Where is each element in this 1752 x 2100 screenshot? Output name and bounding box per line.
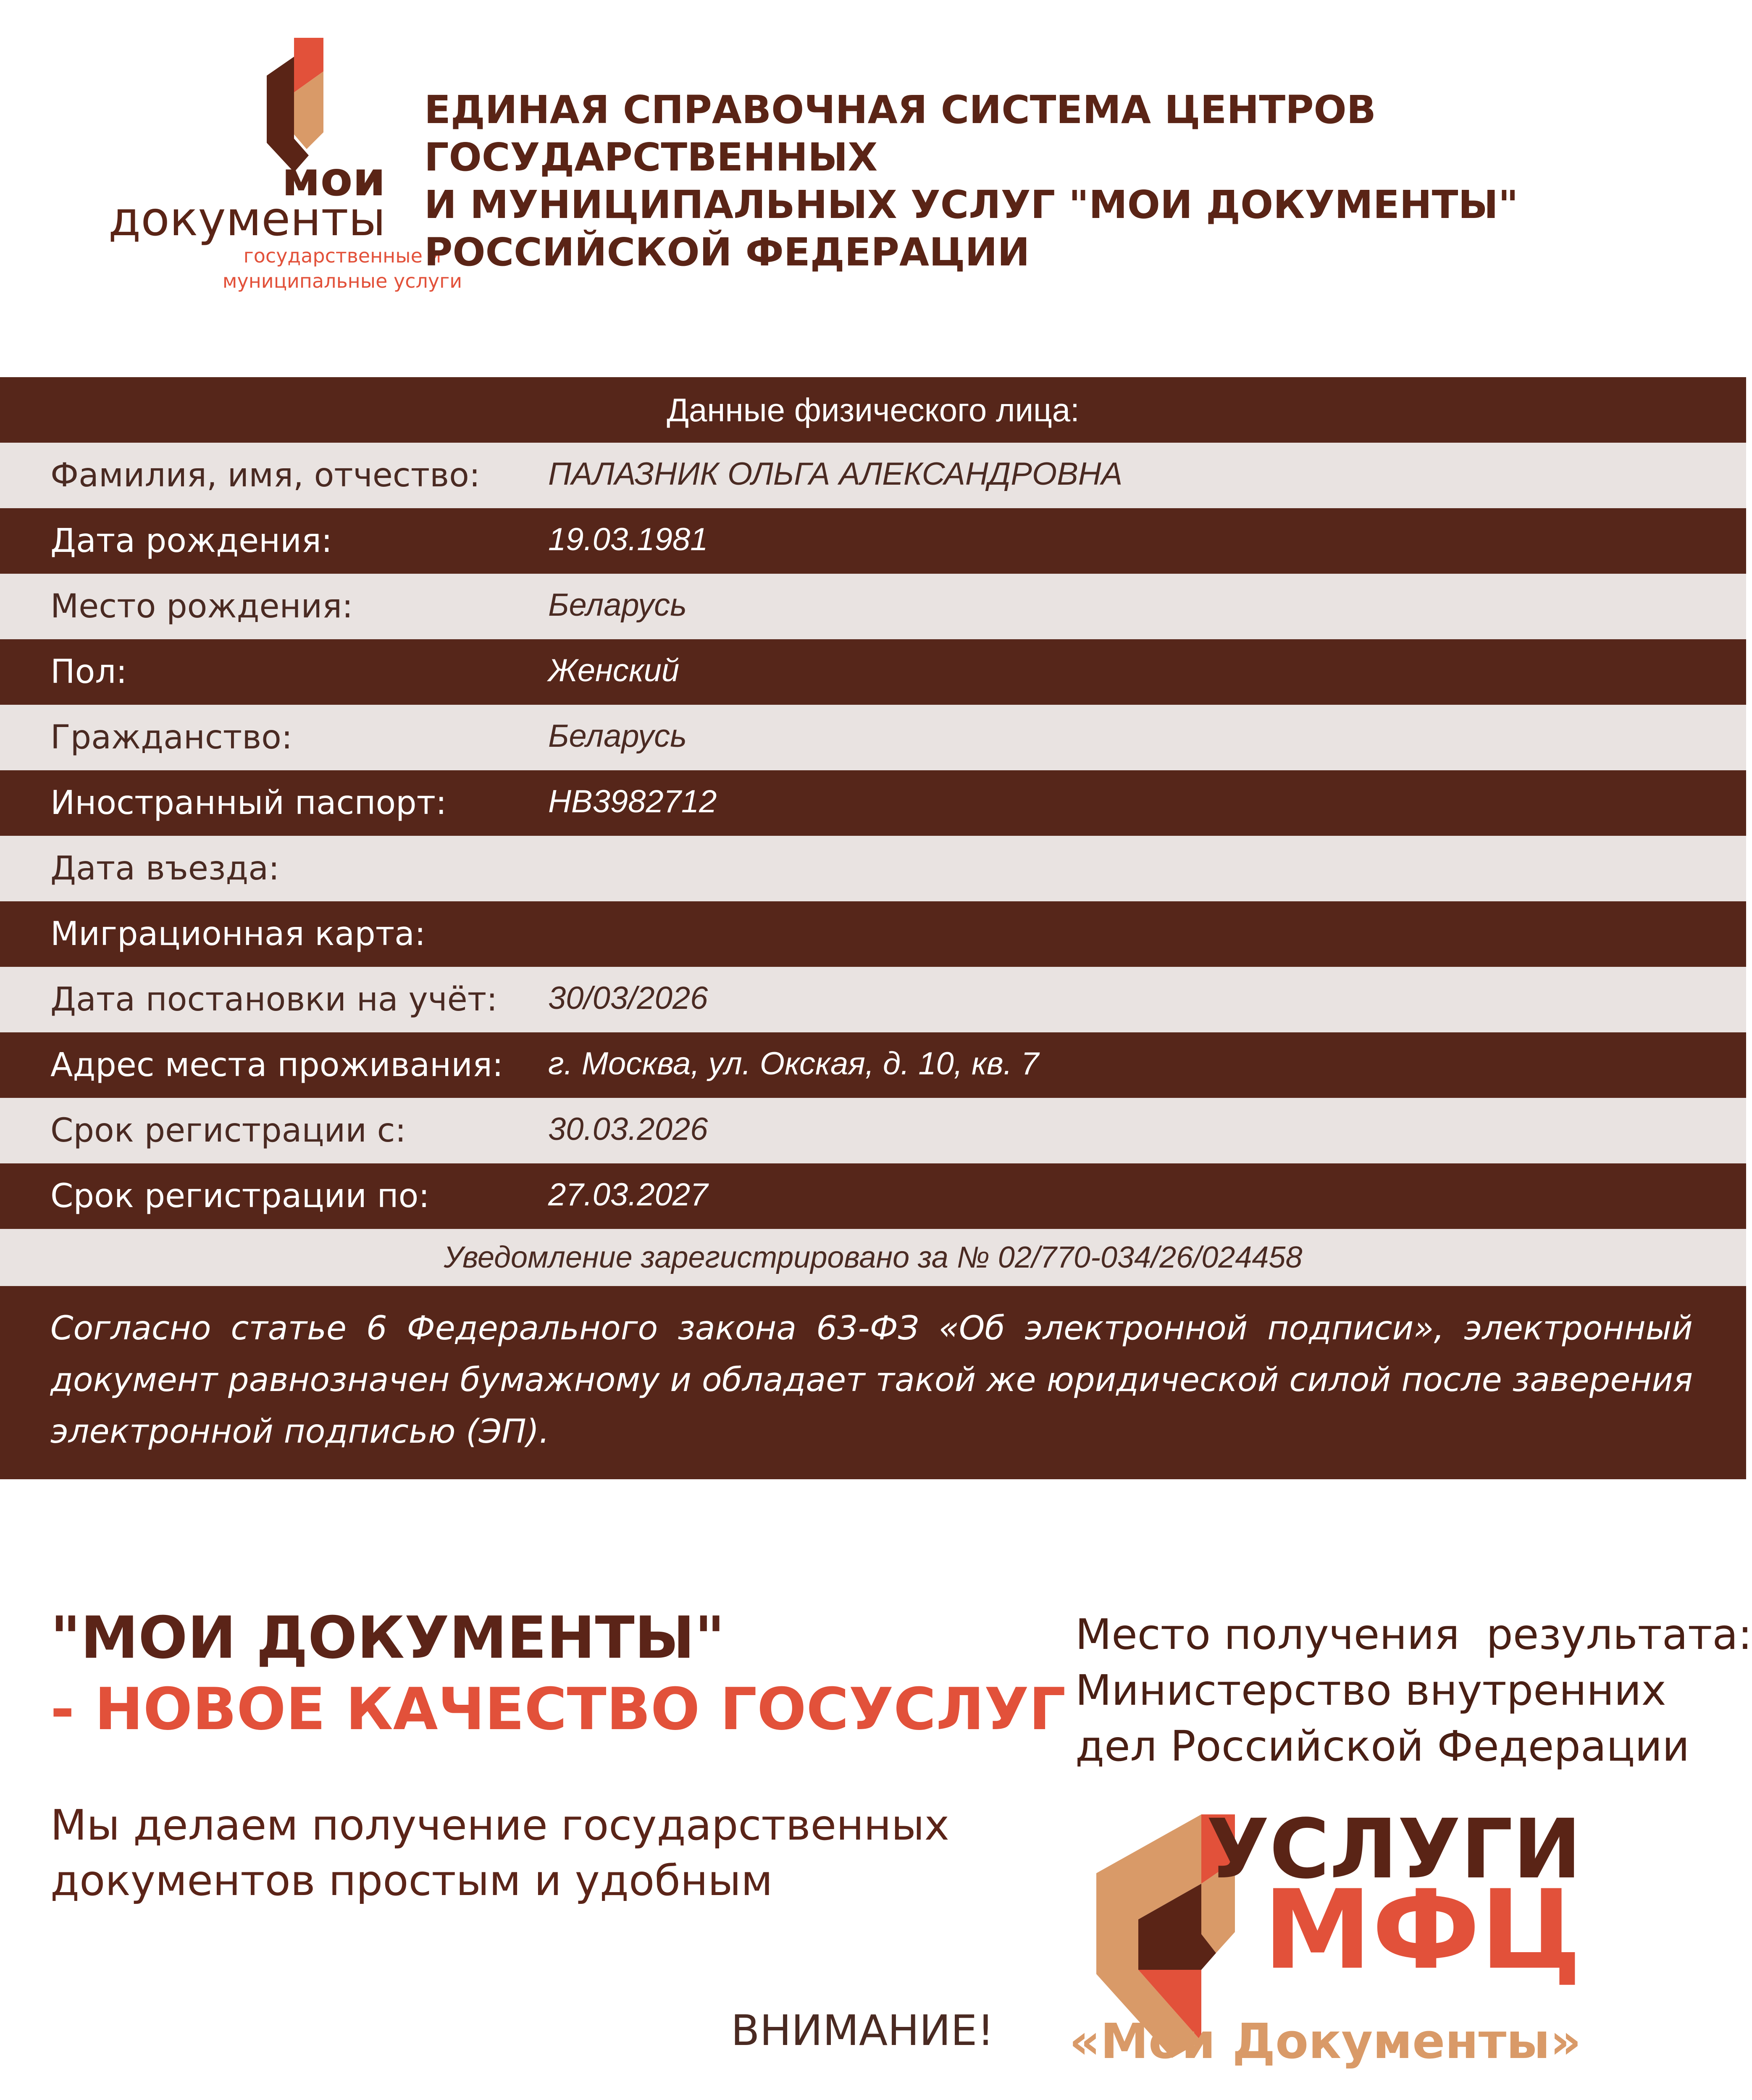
legal-block — [0, 1286, 1746, 1479]
mfc-logo — [1069, 1801, 1596, 2079]
header-title-line-1: ЕДИНАЯ СПРАВОЧНАЯ СИСТЕМА ЦЕНТРОВ ГОСУДАРСТВЕННЫХ — [424, 87, 1376, 180]
result-place-line-1: Место получения результата: — [1075, 1610, 1752, 1659]
mfc-word-moi-dokumenty: «Мои Документы» — [1069, 2013, 1581, 2070]
row-label: Иностранный паспорт: — [50, 784, 447, 822]
table-row — [0, 967, 1746, 1032]
table-row — [0, 443, 1746, 508]
logo-word-moi: мои — [282, 152, 386, 207]
header-title — [424, 86, 1726, 276]
table-row — [0, 1163, 1746, 1229]
table-header-row — [0, 377, 1746, 443]
table-row — [0, 705, 1746, 770]
table-row — [0, 1032, 1746, 1098]
row-label: Гражданство: — [50, 719, 293, 756]
table-row — [0, 574, 1746, 639]
table-row — [0, 901, 1746, 967]
row-label: Фамилия, имя, отчество: — [50, 457, 481, 494]
row-label: Срок регистрации по: — [50, 1177, 430, 1215]
row-value: 27.03.2027 — [548, 1177, 708, 1213]
promo-subtitle: Мы делаем получение государственных документов простым и удобным — [50, 1801, 949, 1905]
logo-tagline-1: государственные и — [243, 244, 441, 267]
logo-tagline-2: муниципальные услуги — [222, 270, 462, 292]
row-value: ПАЛАЗНИК ОЛЬГА АЛЕКСАНДРОВНА — [548, 456, 1123, 492]
registration-notice: Уведомление зарегистрировано за № 02/770-034/26/024458 — [444, 1241, 1303, 1274]
header-title-line-2: И МУНИЦИПАЛЬНЫХ УСЛУГ "МОИ ДОКУМЕНТЫ" — [424, 182, 1518, 227]
row-value: Беларусь — [548, 718, 687, 754]
row-value: Беларусь — [548, 587, 687, 623]
table-row — [0, 770, 1746, 836]
row-label: Пол: — [50, 653, 127, 691]
result-place — [1075, 1606, 1752, 1774]
row-label: Дата въезда: — [50, 850, 280, 887]
result-place-line-2: Министерство внутренних — [1075, 1666, 1666, 1715]
row-value: 30.03.2026 — [548, 1111, 708, 1147]
row-label: Дата рождения: — [50, 522, 333, 560]
mfc-word-uslugi: УСЛУГИ — [1206, 1801, 1581, 1897]
registration-notice-row — [0, 1229, 1746, 1286]
attention-heading: ВНИМАНИЕ! — [731, 2006, 994, 2055]
promo-title-line-2: - НОВОЕ КАЧЕСТВО ГОСУСЛУГ — [50, 1675, 1066, 1743]
mfc-word-mfc: МФЦ — [1263, 1867, 1581, 1994]
row-value: НВ3982712 — [548, 784, 717, 819]
row-value: 19.03.1981 — [548, 522, 708, 557]
header-title-line-3: РОССИЙСКОЙ ФЕДЕРАЦИИ — [424, 230, 1030, 275]
row-label: Миграционная карта: — [50, 915, 426, 953]
person-data-table — [0, 377, 1746, 1479]
table-row — [0, 836, 1746, 901]
row-label: Дата постановки на учёт: — [50, 981, 498, 1018]
moi-dokumenty-logo — [46, 34, 462, 302]
table-row — [0, 639, 1746, 705]
legal-text: Согласно статье 6 Федерального закона 63-ФЗ «Об электронной подписи», электронный документ равнозначен бумажному и обладает такой же юридической силой после заверения электронной подписью (ЭП). — [50, 1310, 1693, 1451]
result-place-line-3: дел Российской Федерации — [1075, 1722, 1690, 1771]
promo-title-line-1: "МОИ ДОКУМЕНТЫ" — [50, 1604, 725, 1672]
table-row — [0, 1098, 1746, 1163]
row-value: г. Москва, ул. Окская, д. 10, кв. 7 — [548, 1046, 1039, 1082]
moi-dokumenty-emblem-icon — [46, 34, 462, 302]
section-title: Данные физического лица: — [667, 391, 1080, 428]
row-label: Срок регистрации с: — [50, 1112, 406, 1150]
row-value: 30/03/2026 — [548, 980, 708, 1016]
row-label: Место рождения: — [50, 588, 353, 625]
table-row — [0, 508, 1746, 574]
row-label: Адрес места проживания: — [50, 1046, 504, 1084]
mfc-emblem-icon — [1069, 1801, 1596, 2079]
row-value: Женский — [548, 653, 680, 688]
logo-word-dokumenty: документы — [108, 192, 386, 247]
